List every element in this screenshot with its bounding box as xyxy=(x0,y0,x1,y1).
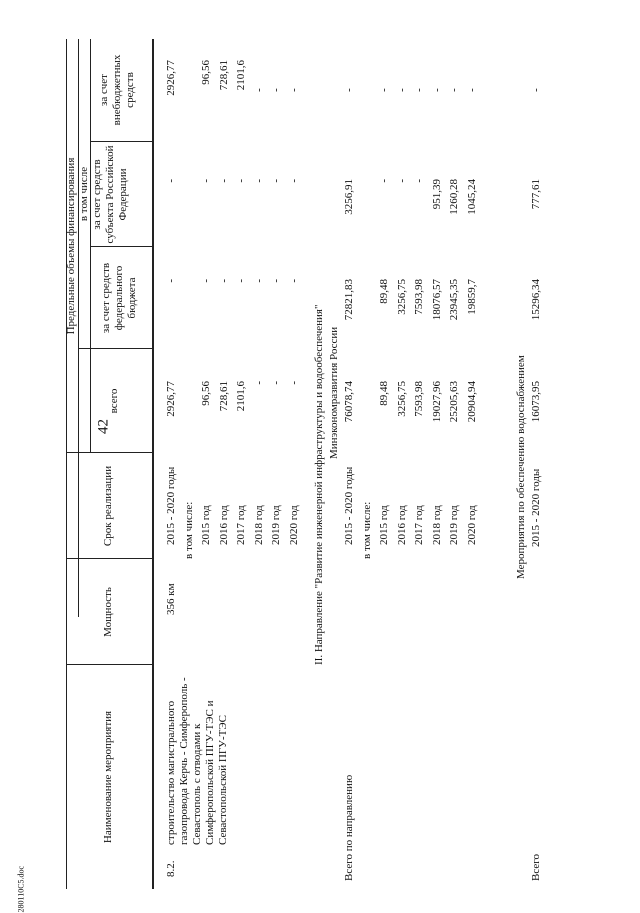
section-row-extra-3: - xyxy=(395,88,408,92)
section-row-extra-4: - xyxy=(413,88,425,92)
item-row-federal-7: - xyxy=(287,279,300,283)
section-row-term-5: 2018 год xyxy=(430,505,443,545)
section-row-subject-4: - xyxy=(413,179,425,183)
financing-table xyxy=(60,31,580,897)
item-row-subject-2: - xyxy=(200,179,212,183)
section-row-federal-7: 19859,7 xyxy=(465,279,478,315)
section-row-federal-3: 3256,75 xyxy=(395,279,408,315)
item-row-term-4: 2017 год xyxy=(235,505,247,545)
section-row-term-2: 2015 год xyxy=(378,505,390,545)
section-row-total-7: 20904,94 xyxy=(465,381,478,423)
section-row-total-4: 7593,98 xyxy=(413,381,425,417)
section-row-subject-5: 951,39 xyxy=(430,179,443,210)
item-row-subject-6: - xyxy=(270,179,282,183)
item-row-extra-5: - xyxy=(252,88,265,92)
item-row-term-7: 2020 год xyxy=(287,505,300,545)
item-row-total-0: 2926,77 xyxy=(165,381,177,417)
section-row-term-4: 2017 год xyxy=(413,505,425,545)
section-row-extra-2: - xyxy=(378,88,390,92)
section-row-subject-3: - xyxy=(395,179,408,183)
ministry-label: Минэкономразвития России xyxy=(328,326,340,459)
item-row-term-6: 2019 год xyxy=(270,505,282,545)
water-term: 2015 - 2020 годы xyxy=(530,468,542,547)
item-capacity: 356 км xyxy=(165,583,177,615)
section-row-extra-7: - xyxy=(465,88,478,92)
water-federal: 15296,34 xyxy=(530,279,542,321)
section-row-subject-2: - xyxy=(378,179,390,183)
item-row-total-4: 2101,6 xyxy=(235,381,247,412)
header-name: Наименование мероприятия xyxy=(102,710,114,844)
item-row-total-6: - xyxy=(270,381,282,385)
item-row-subject-3: - xyxy=(217,179,230,183)
section-row-extra-5: - xyxy=(430,88,443,92)
item-row-total-2: 96,56 xyxy=(200,381,212,406)
item-row-extra-6: - xyxy=(270,88,282,92)
header-term: Срок реализации xyxy=(102,465,114,547)
header-extrabudget: за счет внебюджетных средств xyxy=(98,54,136,126)
header-subject: за счет средств субъекта Российской Федерации xyxy=(91,145,129,244)
section-row-term-0: 2015 - 2020 годы xyxy=(343,466,355,545)
section-total-label: Всего по направлению xyxy=(343,774,355,881)
section-row-federal-6: 23945,35 xyxy=(448,279,460,321)
item-row-term-3: 2016 год xyxy=(217,505,230,545)
section-row-subject-0: 3256,91 xyxy=(343,179,355,215)
section-row-total-0: 76078,74 xyxy=(343,381,355,423)
item-row-federal-2: - xyxy=(200,279,212,283)
section-row-term-7: 2020 год xyxy=(465,505,478,545)
section-row-total-5: 19027,96 xyxy=(430,381,443,423)
item-row-subject-4: - xyxy=(235,179,247,183)
section-row-subject-6: 1260,28 xyxy=(448,179,460,215)
water-extra: - xyxy=(530,88,542,92)
header-limits: Предельные объемы финансирования xyxy=(65,157,77,335)
section-row-federal-0: 72821,83 xyxy=(343,279,355,321)
section-row-subject-7: 1045,24 xyxy=(465,179,478,215)
item-row-extra-7: - xyxy=(287,88,300,92)
header-including: в том числе xyxy=(78,166,90,222)
item-number: 8.2. xyxy=(165,860,177,877)
col-rule-6 xyxy=(90,141,152,142)
header-bottom-rule xyxy=(152,39,154,889)
item-row-term-1: в том числе: xyxy=(182,501,195,559)
section-row-total-2: 89,48 xyxy=(378,381,390,406)
section-row-federal-2: 89,48 xyxy=(378,279,390,304)
header-total: всего xyxy=(108,388,120,414)
header-federal: за счет средств федерального бюджета xyxy=(100,262,138,334)
section-row-total-6: 25205,63 xyxy=(448,381,460,423)
page-number: 42 xyxy=(95,419,112,434)
section-row-extra-6: - xyxy=(448,88,460,92)
section-row-total-3: 3256,75 xyxy=(395,381,408,417)
water-total: 16073,95 xyxy=(530,381,542,423)
item-row-term-5: 2018 год xyxy=(252,505,265,545)
section-row-term-3: 2016 год xyxy=(395,505,408,545)
section-row-federal-4: 7593,98 xyxy=(413,279,425,315)
item-row-subject-7: - xyxy=(287,179,300,183)
item-row-federal-0: - xyxy=(165,279,177,283)
item-row-extra-3: 728,61 xyxy=(217,60,230,91)
item-row-extra-0: 2926,77 xyxy=(165,60,177,96)
item-row-total-5: - xyxy=(252,381,265,385)
item-row-term-0: 2015 - 2020 годы xyxy=(165,466,177,545)
item-row-federal-4: - xyxy=(235,279,247,283)
item-row-extra-2: 96,56 xyxy=(200,60,212,85)
item-row-subject-5: - xyxy=(252,179,265,183)
item-row-federal-5: - xyxy=(252,279,265,283)
item-row-subject-0: - xyxy=(165,179,177,183)
header-capacity: Мощность xyxy=(102,587,114,637)
item-row-total-3: 728,61 xyxy=(217,381,230,412)
item-row-federal-3: - xyxy=(217,279,230,283)
section-row-term-6: 2019 год xyxy=(448,505,460,545)
section-row-extra-0: - xyxy=(343,88,355,92)
water-total-label: Всего xyxy=(530,854,542,881)
item-row-extra-4: 2101,6 xyxy=(235,60,247,91)
item-row-term-2: 2015 год xyxy=(200,505,212,545)
document-code: 280110С5.doc xyxy=(16,865,26,913)
item-row-total-7: - xyxy=(287,381,300,385)
water-title: Мероприятия по обеспечению водоснабжением xyxy=(515,355,527,579)
water-subject: 777,61 xyxy=(530,179,542,210)
item-name: строительство магистрального газопровода Керчь - Симферополь - Севастополь с отводами к Симферопольской ПГУ-ТЭС и Севастопольской ПГУ-ТЭС xyxy=(165,677,229,845)
section-row-term-1: в том числе: xyxy=(360,501,373,559)
section-row-federal-5: 18076,57 xyxy=(430,279,443,321)
col-rule-5 xyxy=(90,246,152,247)
item-row-federal-6: - xyxy=(270,279,282,283)
section-title: II. Направление "Развитие инженерной инфраструктуры и водообеспечения" xyxy=(313,304,325,665)
